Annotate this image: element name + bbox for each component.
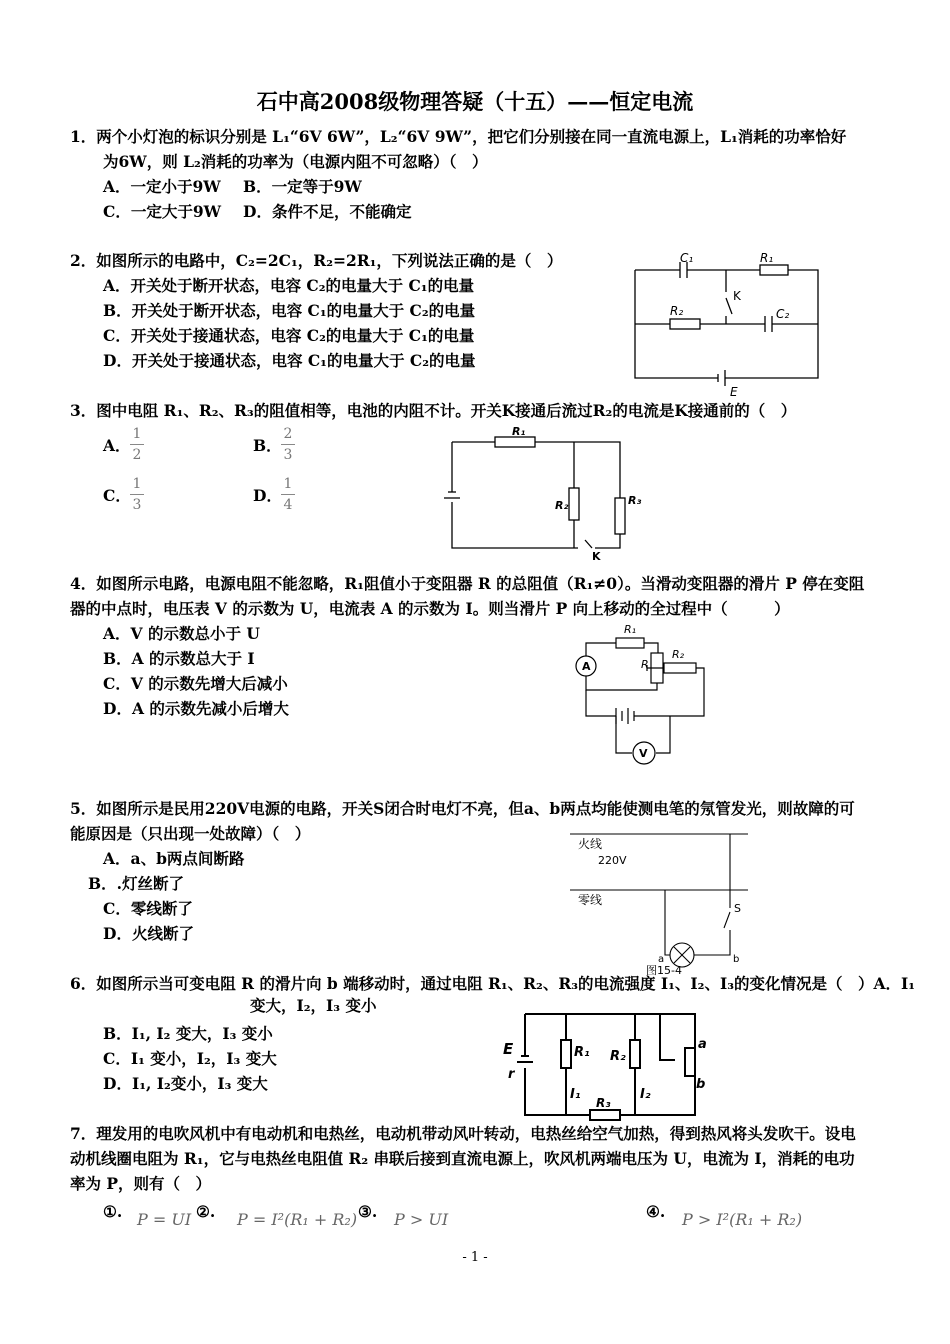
- q4-fig-label-ammeter: A: [582, 660, 591, 673]
- q7-line1: 7．理发用的电吹风机中有电动机和电热丝，电动机带动风叶转动，电热丝给空气加热，得到热风将头发吹干。设电: [70, 1124, 856, 1143]
- q2-fig-label-r2: R₂: [670, 304, 684, 318]
- q2-option-a: A．开关处于断开状态，电容 C₂的电量大于 C₁的电量: [103, 276, 475, 295]
- q5-option-d: D．火线断了: [103, 924, 194, 943]
- q7-formula-1: P = UI: [137, 1210, 192, 1229]
- q2-fig-label-r1: R₁: [760, 251, 774, 265]
- q5-fig-label-neutral-wire: 零线: [578, 893, 603, 907]
- q5-fig-label-a: a: [658, 954, 665, 965]
- q5-fig-label-voltage: 220V: [598, 854, 627, 867]
- q6-fig-label-a: a: [698, 1037, 707, 1052]
- q6-fig-label-r1: R₁: [574, 1045, 590, 1060]
- page-number: - 1 -: [462, 1250, 488, 1265]
- q3-a-numerator: 1: [132, 426, 142, 442]
- q4-option-a: A．V 的示数总小于 U: [103, 624, 260, 643]
- q6-option-c: C．I₁ 变小，I₂，I₃ 变大: [103, 1049, 277, 1068]
- q4-fig-label-r1: R₁: [624, 623, 637, 636]
- q4-fig-label-voltmeter: V: [639, 747, 648, 760]
- q3-b-numerator: 2: [283, 426, 293, 442]
- q3-option-d-fraction: [276, 474, 300, 515]
- q6-circuit-diagram: [500, 1010, 720, 1120]
- q4-option-b: B．A 的示数总大于 I: [103, 649, 255, 668]
- q3-a-denominator: 2: [132, 447, 142, 463]
- q6-fig-label-i1: I₁: [570, 1087, 581, 1102]
- q1-option-a: A．一定小于9W: [103, 177, 221, 196]
- q3-circuit-diagram: [440, 425, 642, 563]
- q4-line1: 4．如图所示电路，电源电阻不能忽略，R₁阻值小于变阻器 R 的总阻值（R₁≠0）。当滑动变阻器的滑片 P 停在变阻: [70, 574, 865, 593]
- q1-option-b: B．一定等于9W: [243, 177, 362, 196]
- q7-formula-3: P > UI: [394, 1210, 449, 1229]
- q2-option-b: B．开关处于断开状态，电容 C₁的电量大于 C₂的电量: [103, 301, 476, 320]
- q7-option-1-label: ①.: [103, 1202, 123, 1221]
- q1-option-c: C．一定大于9W: [103, 202, 222, 221]
- q3-option-c-fraction: [125, 474, 149, 515]
- q5-fig-label-switch: S: [734, 902, 741, 915]
- q1-line2: 为6W，则 L₂消耗的功率为（电源内阻不可忽略）（ ）: [103, 152, 488, 171]
- q3-option-a-fraction: [125, 424, 149, 465]
- q2-fig-label-c2: C₂: [776, 307, 790, 321]
- q3-option-b-label: B．: [253, 436, 282, 455]
- q5-line1: 5．如图所示是民用220V电源的电路，开关S闭合时电灯不亮，但a、b两点均能使测电笔的氖管发光，则故障的可: [70, 799, 855, 818]
- q3-d-denominator: 4: [283, 497, 293, 513]
- q7-option-3-label: ③.: [358, 1202, 378, 1221]
- q5-fig-label-live-wire: 火线: [578, 837, 603, 851]
- q3-option-b-fraction: [276, 424, 300, 465]
- q7-option-4-label: ④.: [646, 1202, 666, 1221]
- q2-stem: 2．如图所示的电路中，C₂=2C₁，R₂=2R₁，下列说法正确的是（ ）: [70, 251, 563, 270]
- q3-fig-label-r2: R₂: [555, 499, 569, 512]
- q4-option-c: C．V 的示数先增大后减小: [103, 674, 288, 693]
- q4-option-d: D．A 的示数先减小后增大: [103, 699, 289, 718]
- q6-fig-label-r3: R₃: [596, 1096, 611, 1110]
- q1-option-d: D．条件不足，不能确定: [243, 202, 412, 221]
- q4-fig-label-r2: R₂: [672, 648, 685, 661]
- q3-stem: 3．图中电阻 R₁、R₂、R₃的阻值相等，电池的内阻不计。开关K接通后流过R₂的电流是K接通前的（ ）: [70, 401, 797, 420]
- q3-c-denominator: 3: [132, 497, 142, 513]
- q6-fig-label-i2: I₂: [640, 1087, 651, 1102]
- q3-option-c-label: C．: [103, 486, 131, 505]
- q4-line2: 器的中点时，电压表 V 的示数为 U，电流表 A 的示数为 I。则当滑片 P 向上移动的全过程中（ ）: [70, 599, 790, 618]
- q3-fig-label-r1: R₁: [512, 425, 526, 438]
- q2-option-d: D．开关处于接通状态，电容 C₁的电量大于 C₂的电量: [103, 351, 476, 370]
- q5-fig-label-b: b: [733, 954, 740, 965]
- q6-fig-label-b: b: [696, 1077, 706, 1092]
- page-title: 石中高2008级物理答疑（十五）——恒定电流: [256, 89, 694, 114]
- q2-fig-label-k: K: [733, 289, 741, 303]
- q3-fig-label-r3: R₃: [628, 494, 642, 507]
- q5-fig-caption: 图15-4: [646, 964, 682, 977]
- q4-circuit-diagram: [568, 618, 718, 768]
- q5-circuit-diagram: [570, 830, 755, 977]
- q3-b-denominator: 3: [283, 447, 293, 463]
- q7-line3: 率为 P，则有（ ）: [70, 1174, 212, 1193]
- q6-option-d: D．I₁, I₂变小，I₃ 变大: [103, 1074, 268, 1093]
- q2-fig-label-e: E: [730, 385, 738, 399]
- q6-fig-label-e: E: [503, 1040, 514, 1058]
- q2-option-c: C．开关处于接通状态，电容 C₂的电量大于 C₁的电量: [103, 326, 475, 345]
- q7-formula-2: P = I²(R₁ + R₂): [237, 1210, 358, 1229]
- q4-fig-label-r: R: [641, 658, 649, 671]
- q3-c-numerator: 1: [132, 476, 142, 492]
- q3-fig-label-k: K: [592, 550, 601, 563]
- q7-option-2-label: ②.: [196, 1202, 216, 1221]
- q3-option-a-label: A．: [103, 436, 131, 455]
- q5-option-b: B．.灯丝断了: [88, 874, 184, 893]
- q2-circuit-diagram: [630, 251, 830, 399]
- q5-line2: 能原因是（只出现一处故障）（ ）: [70, 824, 311, 843]
- q7-formula-4: P > I²(R₁ + R₂): [682, 1210, 803, 1229]
- q6-fig-label-internal-r: r: [508, 1067, 515, 1082]
- q1-line1: 1．两个小灯泡的标识分别是 L₁“6V 6W”，L₂“6V 9W”，把它们分别接在同一直流电源上，L₁消耗的功率恰好: [70, 127, 847, 146]
- q3-d-numerator: 1: [283, 476, 293, 492]
- q6-line2: 变大，I₂，I₃ 变小: [250, 996, 377, 1015]
- q5-option-a: A．a、b两点间断路: [103, 849, 245, 868]
- q3-option-d-label: D．: [253, 486, 282, 505]
- q5-option-c: C．零线断了: [103, 899, 193, 918]
- q6-option-b: B．I₁, I₂ 变大，I₃ 变小: [103, 1024, 273, 1043]
- q6-fig-label-r2: R₂: [610, 1049, 626, 1064]
- q7-line2: 动机线圈电阻为 R₁，它与电热丝电阻值 R₂ 串联后接到直流电源上，吹风机两端电压为 U，电流为 I，消耗的电功: [70, 1149, 855, 1168]
- q6-line1: 6．如图所示当可变电阻 R 的滑片向 b 端移动时，通过电阻 R₁、R₂、R₃的电流强度 I₁、I₂、I₃的变化情况是（ ）A．I₁: [70, 974, 916, 993]
- q2-fig-label-c1: C₁: [680, 251, 694, 265]
